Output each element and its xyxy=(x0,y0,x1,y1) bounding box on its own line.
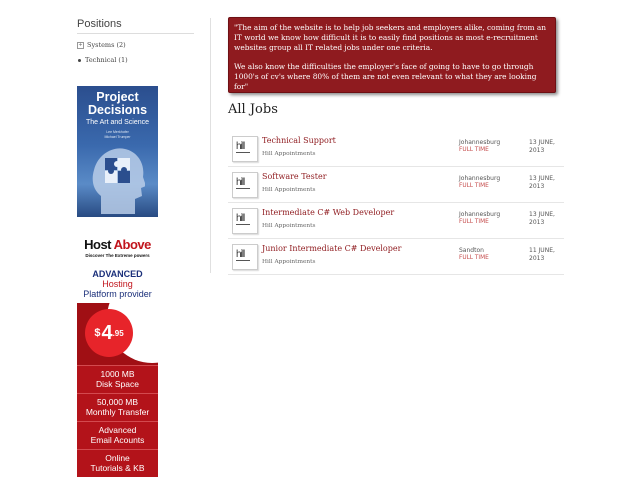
bullet-icon xyxy=(78,59,81,62)
category-technical[interactable] xyxy=(77,56,194,64)
job-type: FULL TIME xyxy=(459,183,489,189)
company-name: Hill Appointments xyxy=(262,187,316,193)
job-date: 11 JUNE, 2013 xyxy=(529,247,555,262)
job-location: Johannesburg xyxy=(459,211,501,218)
expand-icon[interactable]: + xyxy=(78,41,83,48)
quote-paragraph: "The aim of the website is to help job seekers and employers alike, coming from an IT world we know how difficult it is to easily find positions as most e-recruitment websites group all IT related jobs under one criteria. xyxy=(234,23,547,52)
category-label[interactable]: Technical (1) xyxy=(85,56,128,64)
book-ad[interactable] xyxy=(77,86,158,217)
job-location: Johannesburg xyxy=(459,139,501,146)
head-puzzle-image xyxy=(91,144,145,217)
category-systems[interactable] xyxy=(77,41,194,49)
feature-disk-space: 1000 MB Disk Space xyxy=(77,365,158,393)
company-name: Hill Appointments xyxy=(262,259,316,265)
company-name: Hill Appointments xyxy=(262,223,316,229)
company-logo[interactable]: hill xyxy=(232,136,258,162)
company-logo[interactable]: hill xyxy=(232,208,258,234)
feature-transfer: 50,000 MB Monthly Transfer xyxy=(77,393,158,421)
price-badge xyxy=(77,303,158,365)
sidebar xyxy=(77,18,194,64)
job-title-link[interactable]: Junior Intermediate C# Developer xyxy=(262,244,402,253)
quote-paragraph: We also know the difficulties the employer's face of going to have to go through 1000's of cv's where 80% of them are not even relevant to what they are looking for" xyxy=(234,62,537,91)
job-row[interactable] xyxy=(228,238,564,275)
job-row[interactable] xyxy=(228,130,564,167)
job-row[interactable] xyxy=(228,166,564,203)
price-circle: $ 4 .95 xyxy=(85,309,133,357)
job-date: 13 JUNE, 2013 xyxy=(529,211,555,226)
company-logo[interactable]: hill xyxy=(232,244,258,270)
book-subtitle: The Art and Science xyxy=(85,119,150,126)
job-row[interactable] xyxy=(228,202,564,239)
job-title-link[interactable]: Software Tester xyxy=(262,172,327,181)
hosting-ad[interactable] xyxy=(77,237,158,480)
job-date: 13 JUNE, 2013 xyxy=(529,139,555,154)
sidebar-title: Positions xyxy=(77,18,194,34)
book-authors: Lee Merkhofer Michael Trumper xyxy=(104,130,131,139)
job-type: FULL TIME xyxy=(459,255,489,261)
feature-tutorials: Online Tutorials & KB xyxy=(77,449,158,477)
host-above-logo: Host Above xyxy=(84,237,151,252)
company-name: Hill Appointments xyxy=(262,151,316,157)
book-title: Project Decisions xyxy=(87,90,148,117)
job-title-link[interactable]: Intermediate C# Web Developer xyxy=(262,208,395,217)
column-divider xyxy=(210,18,211,273)
job-type: FULL TIME xyxy=(459,219,489,225)
job-type: FULL TIME xyxy=(459,147,489,153)
job-title-link[interactable]: Technical Support xyxy=(262,136,336,145)
company-logo[interactable]: hill xyxy=(232,172,258,198)
category-label[interactable]: Systems (2) xyxy=(87,41,126,49)
mission-quote-box xyxy=(228,17,556,93)
host-headline: ADVANCED Hosting Platform provider xyxy=(83,269,152,299)
job-location: Johannesburg xyxy=(459,175,501,182)
job-location: Sandton xyxy=(459,247,484,254)
host-tagline: Discover The Extreme powers xyxy=(85,253,150,258)
job-date: 13 JUNE, 2013 xyxy=(529,175,555,190)
feature-email: Advanced Email Acounts xyxy=(77,421,158,449)
page-title: All Jobs xyxy=(228,102,278,117)
